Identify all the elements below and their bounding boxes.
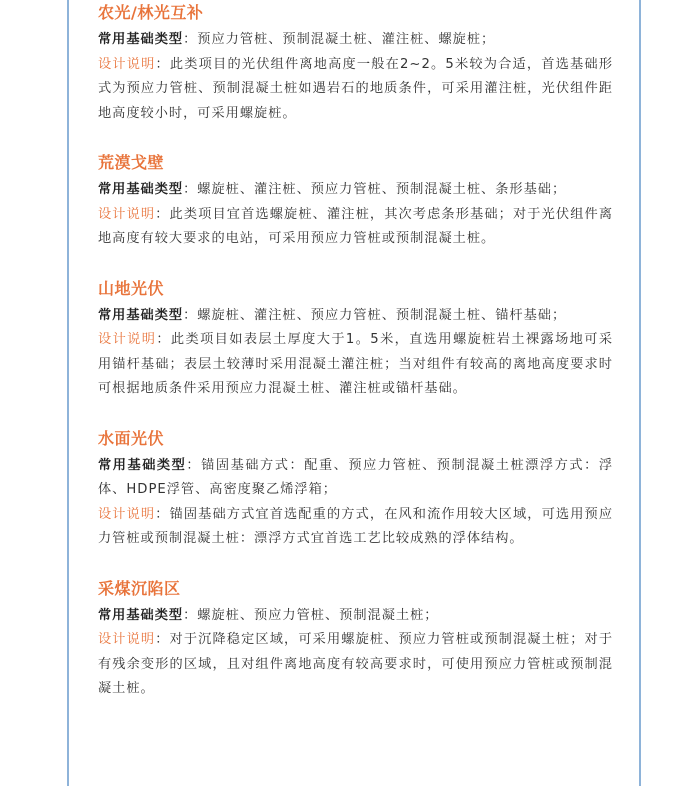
design-notes-label: 设计说明 — [98, 332, 157, 347]
design-notes-paragraph — [98, 203, 613, 252]
section-desert-gobi — [98, 152, 613, 252]
design-notes-label: 设计说明 — [98, 506, 156, 522]
design-notes-label: 设计说明 — [98, 206, 156, 222]
foundation-types-text: ：螺旋桩、灌注桩、预应力管桩、预制混凝土桩、锚杆基础； — [183, 307, 567, 323]
design-notes-text: ：对于沉降稳定区域，可采用螺旋桩、预应力管桩或预制混凝土桩；对于有残余变形的区域，且对组件离地高度有较高要求时，可使用预应力管桩或预制混凝土桩。 — [98, 632, 614, 696]
foundation-types-paragraph — [98, 28, 613, 53]
section-agri-forest-pv — [98, 2, 613, 126]
section-title: 水面光伏 — [98, 428, 165, 448]
section-mountain-pv — [98, 278, 613, 402]
foundation-types-label: 常用基础类型 — [98, 32, 184, 47]
design-notes-paragraph — [98, 53, 613, 127]
foundation-types-text: ：预应力管桩、预制混凝土桩、灌注桩、螺旋桩； — [183, 32, 496, 47]
section-water-surface-pv — [98, 428, 613, 552]
foundation-types-text: ：锚固基础方式：配重、预应力管桩、预制混凝土桩漂浮方式：浮体、HDPE浮管、高密度聚乙烯浮箱； — [98, 457, 614, 497]
design-notes-text: ：锚固基础方式宜首选配重的方式，在风和流作用较大区域，可选用预应力管桩或预制混凝土桩：漂浮方式宜首选工艺比较成熟的浮体结构。 — [98, 506, 614, 546]
foundation-types-text: ：螺旋桩、灌注桩、预应力管桩、预制混凝土桩、条形基础； — [183, 182, 567, 197]
section-title: 农光/林光互补 — [98, 3, 204, 22]
foundation-types-text: ：螺旋桩、预应力管桩、预制混凝土桩； — [183, 607, 439, 623]
foundation-types-paragraph — [98, 604, 613, 629]
design-notes-text: ：此类项目的光伏组件离地高度一般在2~2。5米较为合适，首选基础形式为预应力管桩、预制混凝土桩如遇岩石的地质条件，可采用灌注桩，光伏组件距地高度较小时，可采用螺旋桩。 — [98, 56, 614, 121]
design-notes-text: ：此类项目如表层土厚度大于1。5米，直选用螺旋桩岩土裸露场地可采用锚杆基础；表层土较薄时采用混凝土灌注桩；当对组件有较高的离地高度要求时可根据地质条件采用预应力混凝土桩、灌注桩或锚杆基础。 — [98, 332, 614, 396]
design-notes-paragraph — [98, 628, 613, 702]
design-notes-label: 设计说明 — [98, 632, 156, 647]
foundation-types-label: 常用基础类型 — [98, 307, 184, 323]
foundation-types-paragraph — [98, 304, 613, 329]
foundation-types-paragraph — [98, 178, 613, 203]
section-title: 荒漠戈壁 — [98, 153, 165, 172]
section-spacer — [98, 126, 613, 150]
article-content — [98, 0, 613, 702]
section-coal-subsidence — [98, 578, 613, 702]
design-notes-text: ：此类项目宜首选螺旋桩、灌注桩，其次考虑条形基础；对于光伏组件离地高度有较大要求的电站，可采用预应力管桩或预制混凝土桩。 — [98, 206, 614, 246]
section-spacer — [98, 252, 613, 276]
foundation-types-paragraph — [98, 454, 613, 503]
design-notes-label: 设计说明 — [98, 56, 156, 72]
section-spacer — [98, 402, 613, 426]
section-title: 采煤沉陷区 — [98, 578, 181, 598]
design-notes-paragraph — [98, 328, 613, 402]
foundation-types-label: 常用基础类型 — [98, 457, 187, 473]
design-notes-paragraph — [98, 503, 613, 552]
section-title: 山地光伏 — [98, 278, 165, 298]
foundation-types-label: 常用基础类型 — [98, 182, 184, 197]
foundation-types-label: 常用基础类型 — [98, 607, 184, 623]
section-spacer — [98, 552, 613, 576]
